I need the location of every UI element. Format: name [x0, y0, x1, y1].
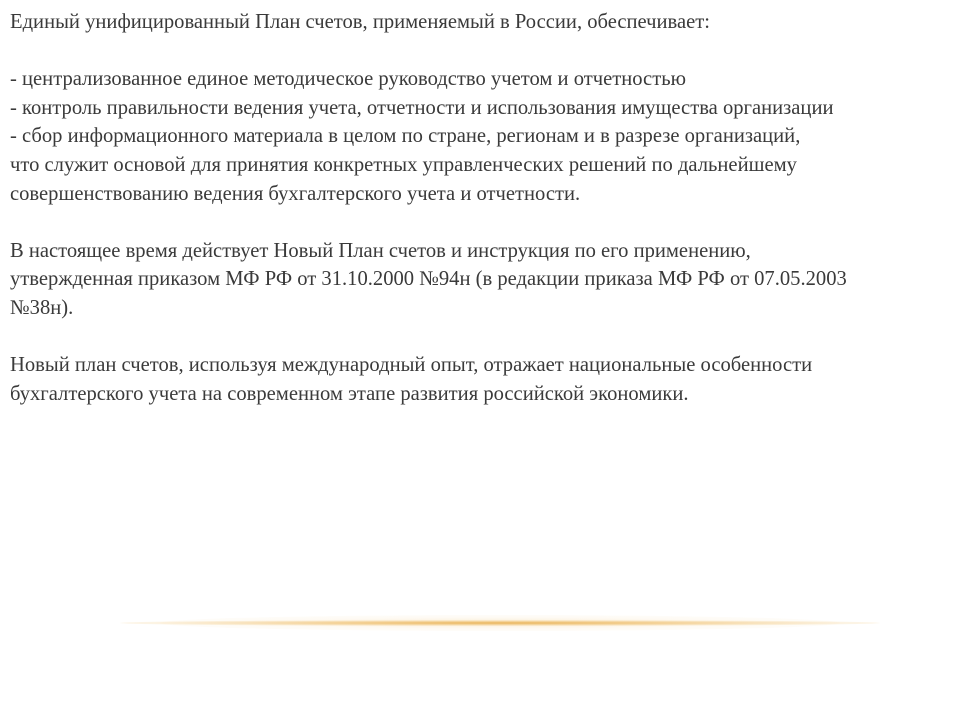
paragraph-line: утвержденная приказом МФ РФ от 31.10.2000 №94н (в редакции приказа МФ РФ от 07.05.2003 [10, 268, 847, 291]
bullet-line: - контроль правильности ведения учета, отчетности и использования имущества организации [10, 96, 834, 119]
intro-line: Единый унифицированный План счетов, применяемый в России, обеспечивает: [10, 11, 711, 33]
paragraph-line: бухгалтерского учета на современном этапе развития российской экономики. [10, 382, 689, 405]
paragraph-line: Новый план счетов, используя международный опыт, отражает национальные особенности [10, 354, 813, 377]
paragraph-line: В настоящее время действует Новый План счетов и инструкция по его применению, [10, 239, 751, 262]
bullet-line: что служит основой для принятия конкретных управленческих решений по дальнейшему [10, 153, 797, 176]
spacer [10, 37, 955, 66]
spacer [10, 323, 955, 352]
decorative-glow-divider [120, 620, 880, 626]
bullet-line: - централизованное единое методическое руководство учетом и отчетностью [10, 68, 686, 91]
spacer [10, 208, 955, 237]
bullet-line: совершенствованию ведения бухгалтерского учета и отчетности. [10, 182, 581, 205]
bullet-line: - сбор информационного материала в целом по стране, регионам и в разрезе организаций, [10, 125, 801, 148]
slide-text-body [10, 8, 955, 408]
paragraph-line: №38н). [10, 296, 74, 319]
